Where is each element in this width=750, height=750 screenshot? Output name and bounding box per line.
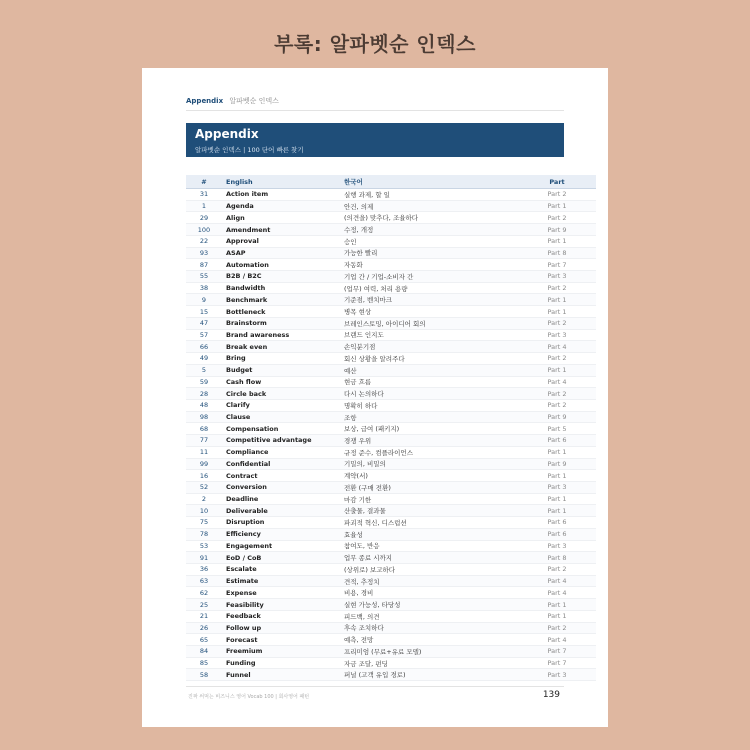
row-part: Part 2 bbox=[518, 317, 596, 329]
row-english: Circle back bbox=[222, 388, 340, 400]
row-english: Automation bbox=[222, 259, 340, 271]
running-head bbox=[186, 96, 564, 111]
row-number: 29 bbox=[186, 212, 222, 224]
row-korean: 명확히 하다 bbox=[340, 399, 518, 411]
row-korean: 규정 준수, 컴플라이언스 bbox=[340, 446, 518, 458]
row-english: Funnel bbox=[222, 669, 340, 681]
header-num: # bbox=[186, 175, 222, 189]
row-english: Bottleneck bbox=[222, 306, 340, 318]
row-english: Deadline bbox=[222, 493, 340, 505]
row-part: Part 1 bbox=[518, 610, 596, 622]
row-korean: 다시 논의하다 bbox=[340, 388, 518, 400]
row-english: Action item bbox=[222, 189, 340, 201]
row-korean: 참여도, 반응 bbox=[340, 540, 518, 552]
row-english: Bring bbox=[222, 353, 340, 365]
row-number: 31 bbox=[186, 189, 222, 201]
row-english: Engagement bbox=[222, 540, 340, 552]
row-part: Part 2 bbox=[518, 399, 596, 411]
row-number: 55 bbox=[186, 271, 222, 283]
row-korean: 프리미엄 (무료+유료 모델) bbox=[340, 646, 518, 658]
row-number: 49 bbox=[186, 353, 222, 365]
footer-book-title: 진짜 써먹는 비즈니스 영어 Vocab 100 | 회사영어 패턴 bbox=[188, 694, 310, 700]
row-part: Part 3 bbox=[518, 540, 596, 552]
row-english: Align bbox=[222, 212, 340, 224]
row-korean: 비용, 경비 bbox=[340, 587, 518, 599]
row-english: Efficiency bbox=[222, 528, 340, 540]
table-row bbox=[186, 259, 596, 271]
row-korean: 전환 (구매 전환) bbox=[340, 481, 518, 493]
table-row bbox=[186, 470, 596, 482]
row-part: Part 9 bbox=[518, 411, 596, 423]
row-korean: 보상, 급여 (패키지) bbox=[340, 423, 518, 435]
row-english: Agenda bbox=[222, 200, 340, 212]
table-row bbox=[186, 294, 596, 306]
table-row bbox=[186, 446, 596, 458]
row-part: Part 2 bbox=[518, 282, 596, 294]
table-row bbox=[186, 435, 596, 447]
table-row bbox=[186, 540, 596, 552]
row-part: Part 2 bbox=[518, 622, 596, 634]
row-number: 75 bbox=[186, 517, 222, 529]
table-row bbox=[186, 493, 596, 505]
row-part: Part 2 bbox=[518, 212, 596, 224]
appendix-banner bbox=[186, 123, 564, 157]
table-row bbox=[186, 341, 596, 353]
row-part: Part 3 bbox=[518, 329, 596, 341]
row-korean: 예산 bbox=[340, 364, 518, 376]
row-korean: 산출물, 결과물 bbox=[340, 505, 518, 517]
row-part: Part 2 bbox=[518, 189, 596, 201]
row-korean: 실행 과제, 할 일 bbox=[340, 189, 518, 201]
row-part: Part 8 bbox=[518, 247, 596, 259]
running-head-sub: 알파벳순 인덱스 bbox=[229, 97, 279, 105]
header-part: Part bbox=[518, 175, 596, 189]
row-number: 66 bbox=[186, 341, 222, 353]
row-part: Part 1 bbox=[518, 235, 596, 247]
table-row bbox=[186, 189, 596, 201]
row-korean: 안건, 의제 bbox=[340, 200, 518, 212]
row-number: 22 bbox=[186, 235, 222, 247]
row-number: 77 bbox=[186, 435, 222, 447]
table-row bbox=[186, 399, 596, 411]
table-row bbox=[186, 271, 596, 283]
row-english: Forecast bbox=[222, 634, 340, 646]
row-number: 84 bbox=[186, 646, 222, 658]
row-english: Competitive advantage bbox=[222, 435, 340, 447]
row-korean: 퍼널 (고객 유입 경로) bbox=[340, 669, 518, 681]
row-part: Part 2 bbox=[518, 353, 596, 365]
row-english: Feedback bbox=[222, 610, 340, 622]
table-row bbox=[186, 247, 596, 259]
row-part: Part 1 bbox=[518, 505, 596, 517]
row-part: Part 1 bbox=[518, 200, 596, 212]
row-number: 63 bbox=[186, 575, 222, 587]
row-number: 2 bbox=[186, 493, 222, 505]
row-part: Part 1 bbox=[518, 470, 596, 482]
row-number: 47 bbox=[186, 317, 222, 329]
book-page bbox=[142, 68, 608, 727]
row-part: Part 1 bbox=[518, 364, 596, 376]
header-korean: 한국어 bbox=[340, 175, 518, 189]
table-row bbox=[186, 657, 596, 669]
row-korean: 파괴적 혁신, 디스럽션 bbox=[340, 517, 518, 529]
row-english: Escalate bbox=[222, 564, 340, 576]
row-number: 68 bbox=[186, 423, 222, 435]
row-number: 58 bbox=[186, 669, 222, 681]
row-english: Budget bbox=[222, 364, 340, 376]
row-korean: (의견을) 맞추다, 조율하다 bbox=[340, 212, 518, 224]
table-row bbox=[186, 212, 596, 224]
banner-title: Appendix bbox=[195, 127, 259, 141]
table-row bbox=[186, 564, 596, 576]
running-head-main: Appendix bbox=[186, 97, 224, 105]
row-korean: 병목 현상 bbox=[340, 306, 518, 318]
table-row bbox=[186, 329, 596, 341]
row-korean: (업무) 여력, 처리 용량 bbox=[340, 282, 518, 294]
row-part: Part 8 bbox=[518, 552, 596, 564]
row-korean: 자금 조달, 펀딩 bbox=[340, 657, 518, 669]
row-number: 62 bbox=[186, 587, 222, 599]
table-row bbox=[186, 200, 596, 212]
row-part: Part 4 bbox=[518, 341, 596, 353]
row-number: 91 bbox=[186, 552, 222, 564]
table-row bbox=[186, 317, 596, 329]
table-row bbox=[186, 634, 596, 646]
row-korean: (상위로) 보고하다 bbox=[340, 564, 518, 576]
row-part: Part 3 bbox=[518, 271, 596, 283]
row-korean: 계약(서) bbox=[340, 470, 518, 482]
row-number: 21 bbox=[186, 610, 222, 622]
row-part: Part 9 bbox=[518, 224, 596, 236]
row-korean: 기준점, 벤치마크 bbox=[340, 294, 518, 306]
row-part: Part 2 bbox=[518, 564, 596, 576]
row-english: Disruption bbox=[222, 517, 340, 529]
row-korean: 브랜드 인지도 bbox=[340, 329, 518, 341]
row-number: 85 bbox=[186, 657, 222, 669]
row-part: Part 7 bbox=[518, 646, 596, 658]
table-row bbox=[186, 411, 596, 423]
row-part: Part 9 bbox=[518, 458, 596, 470]
table-row bbox=[186, 505, 596, 517]
row-korean: 회신 상황을 알려주다 bbox=[340, 353, 518, 365]
row-part: Part 5 bbox=[518, 423, 596, 435]
row-part: Part 1 bbox=[518, 493, 596, 505]
row-korean: 가능한 빨리 bbox=[340, 247, 518, 259]
row-number: 9 bbox=[186, 294, 222, 306]
row-number: 98 bbox=[186, 411, 222, 423]
row-number: 57 bbox=[186, 329, 222, 341]
row-korean: 견적, 추정치 bbox=[340, 575, 518, 587]
row-korean: 브레인스토밍, 아이디어 회의 bbox=[340, 317, 518, 329]
row-korean: 경쟁 우위 bbox=[340, 435, 518, 447]
row-english: Feasibility bbox=[222, 599, 340, 611]
table-row bbox=[186, 622, 596, 634]
row-korean: 현금 흐름 bbox=[340, 376, 518, 388]
row-number: 28 bbox=[186, 388, 222, 400]
row-english: Amendment bbox=[222, 224, 340, 236]
row-number: 16 bbox=[186, 470, 222, 482]
row-part: Part 3 bbox=[518, 481, 596, 493]
row-part: Part 1 bbox=[518, 599, 596, 611]
row-korean: 기밀의, 비밀의 bbox=[340, 458, 518, 470]
header-english: English bbox=[222, 175, 340, 189]
table-row bbox=[186, 376, 596, 388]
row-number: 36 bbox=[186, 564, 222, 576]
row-english: Brainstorm bbox=[222, 317, 340, 329]
table-row bbox=[186, 517, 596, 529]
row-number: 93 bbox=[186, 247, 222, 259]
table-row bbox=[186, 282, 596, 294]
row-english: Compliance bbox=[222, 446, 340, 458]
row-number: 11 bbox=[186, 446, 222, 458]
table-row bbox=[186, 552, 596, 564]
table-row bbox=[186, 587, 596, 599]
row-part: Part 4 bbox=[518, 634, 596, 646]
row-korean: 효율성 bbox=[340, 528, 518, 540]
row-korean: 피드백, 의견 bbox=[340, 610, 518, 622]
row-english: Bandwidth bbox=[222, 282, 340, 294]
row-english: Freemium bbox=[222, 646, 340, 658]
row-english: ASAP bbox=[222, 247, 340, 259]
row-part: Part 6 bbox=[518, 528, 596, 540]
row-english: Brand awareness bbox=[222, 329, 340, 341]
row-korean: 승인 bbox=[340, 235, 518, 247]
row-korean: 자동화 bbox=[340, 259, 518, 271]
row-english: Deliverable bbox=[222, 505, 340, 517]
table-row bbox=[186, 388, 596, 400]
table-row bbox=[186, 306, 596, 318]
footer-divider bbox=[186, 686, 564, 687]
row-part: Part 4 bbox=[518, 587, 596, 599]
row-korean: 실현 가능성, 타당성 bbox=[340, 599, 518, 611]
table-row bbox=[186, 423, 596, 435]
row-part: Part 7 bbox=[518, 259, 596, 271]
row-part: Part 6 bbox=[518, 435, 596, 447]
table-row bbox=[186, 235, 596, 247]
row-number: 1 bbox=[186, 200, 222, 212]
row-number: 65 bbox=[186, 634, 222, 646]
row-number: 52 bbox=[186, 481, 222, 493]
table-row bbox=[186, 575, 596, 587]
row-part: Part 1 bbox=[518, 446, 596, 458]
row-korean: 후속 조치하다 bbox=[340, 622, 518, 634]
page-header-title: 부록: 알파벳순 인덱스 bbox=[274, 32, 476, 56]
row-part: Part 3 bbox=[518, 669, 596, 681]
table-row bbox=[186, 364, 596, 376]
row-english: Compensation bbox=[222, 423, 340, 435]
row-number: 78 bbox=[186, 528, 222, 540]
row-part: Part 6 bbox=[518, 517, 596, 529]
row-english: EoD / CoB bbox=[222, 552, 340, 564]
row-english: Cash flow bbox=[222, 376, 340, 388]
row-number: 25 bbox=[186, 599, 222, 611]
row-part: Part 4 bbox=[518, 575, 596, 587]
row-number: 59 bbox=[186, 376, 222, 388]
row-korean: 손익분기점 bbox=[340, 341, 518, 353]
row-english: Clause bbox=[222, 411, 340, 423]
table-row bbox=[186, 528, 596, 540]
table-row bbox=[186, 646, 596, 658]
row-number: 5 bbox=[186, 364, 222, 376]
row-english: Follow up bbox=[222, 622, 340, 634]
row-korean: 업무 종료 시까지 bbox=[340, 552, 518, 564]
row-number: 48 bbox=[186, 399, 222, 411]
row-korean: 예측, 전망 bbox=[340, 634, 518, 646]
index-table bbox=[186, 175, 596, 681]
row-english: Funding bbox=[222, 657, 340, 669]
row-part: Part 1 bbox=[518, 294, 596, 306]
row-number: 53 bbox=[186, 540, 222, 552]
row-part: Part 1 bbox=[518, 306, 596, 318]
table-row bbox=[186, 669, 596, 681]
row-english: Clarify bbox=[222, 399, 340, 411]
row-english: Approval bbox=[222, 235, 340, 247]
row-part: Part 7 bbox=[518, 657, 596, 669]
table-row bbox=[186, 224, 596, 236]
row-english: Expense bbox=[222, 587, 340, 599]
row-number: 15 bbox=[186, 306, 222, 318]
page-number: 139 bbox=[542, 690, 560, 700]
row-english: Break even bbox=[222, 341, 340, 353]
row-korean: 마감 기한 bbox=[340, 493, 518, 505]
row-number: 26 bbox=[186, 622, 222, 634]
table-row bbox=[186, 481, 596, 493]
table-row bbox=[186, 353, 596, 365]
table-row bbox=[186, 610, 596, 622]
row-korean: 기업 간 / 기업-소비자 간 bbox=[340, 271, 518, 283]
row-number: 10 bbox=[186, 505, 222, 517]
row-number: 87 bbox=[186, 259, 222, 271]
row-english: Benchmark bbox=[222, 294, 340, 306]
table-row bbox=[186, 458, 596, 470]
table-row bbox=[186, 599, 596, 611]
banner-subtitle: 알파벳순 인덱스 | 100 단어 빠른 찾기 bbox=[195, 146, 304, 154]
row-english: Confidential bbox=[222, 458, 340, 470]
row-part: Part 4 bbox=[518, 376, 596, 388]
row-korean: 조항 bbox=[340, 411, 518, 423]
row-korean: 수정, 개정 bbox=[340, 224, 518, 236]
row-number: 100 bbox=[186, 224, 222, 236]
row-english: Estimate bbox=[222, 575, 340, 587]
row-number: 99 bbox=[186, 458, 222, 470]
row-english: Conversion bbox=[222, 481, 340, 493]
row-part: Part 2 bbox=[518, 388, 596, 400]
row-english: Contract bbox=[222, 470, 340, 482]
table-header-row bbox=[186, 175, 596, 189]
row-number: 38 bbox=[186, 282, 222, 294]
row-english: B2B / B2C bbox=[222, 271, 340, 283]
